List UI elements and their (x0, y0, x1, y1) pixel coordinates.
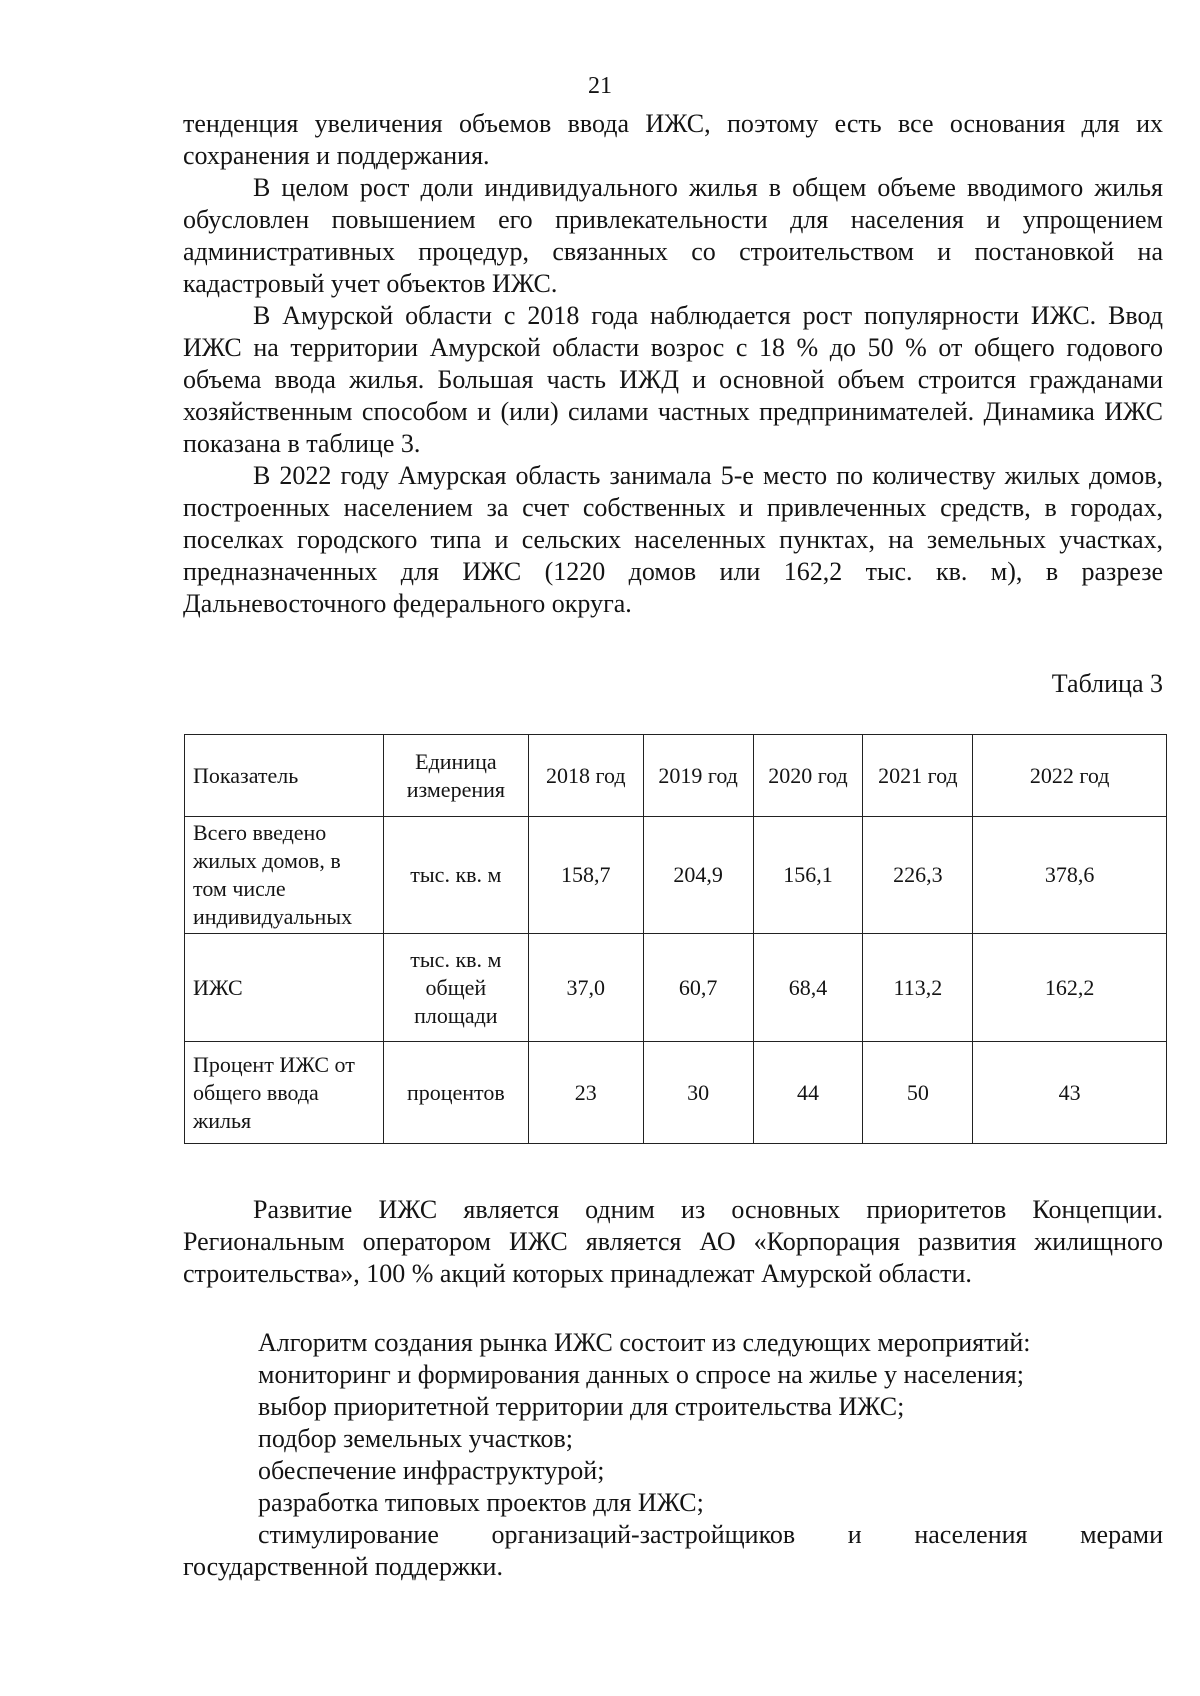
row-label-total: Всего введено жилых домов, в том числе индивидуальных (185, 817, 384, 934)
list-item: разработка типовых проектов для ИЖС; (258, 1488, 704, 1517)
header-indicator: Показатель (185, 735, 384, 817)
cell-value: 37,0 (528, 934, 643, 1042)
header-year-2020: 2020 год (753, 735, 863, 817)
table-row (185, 817, 1167, 934)
header-year-2021: 2021 год (863, 735, 973, 817)
list-item: выбор приоритетной территории для строительства ИЖС; (258, 1392, 905, 1421)
table-row (185, 1042, 1167, 1144)
list-item: мониторинг и формирования данных о спросе на жилье у населения; (258, 1360, 1024, 1389)
cell-value: 43 (973, 1042, 1167, 1144)
cell-value: 50 (863, 1042, 973, 1144)
paragraph-continuation: тенденция увеличения объемов ввода ИЖС, поэтому есть все основания для их сохранения и поддержания. (183, 109, 1163, 170)
cell-value: 156,1 (753, 817, 863, 934)
izhs-dynamics-table (184, 734, 1167, 1144)
cell-value: 204,9 (643, 817, 753, 934)
cell-value: 23 (528, 1042, 643, 1144)
text-block-bottom (183, 1194, 1163, 1290)
header-year-2019: 2019 год (643, 735, 753, 817)
header-year-2018: 2018 год (528, 735, 643, 817)
cell-unit: тыс. кв. м (383, 817, 528, 934)
paragraph-priority: Развитие ИЖС является одним из основных приоритетов Концепции. Региональным оператором ИЖС является АО «Корпорация развития жилищного строительства», 100 % акций которых принадлежат Амурской области. (183, 1195, 1163, 1288)
cell-value: 113,2 (863, 934, 973, 1042)
row-label-percent: Процент ИЖС от общего ввода жилья (185, 1042, 384, 1144)
row-label-izhs: ИЖС (185, 934, 384, 1042)
list-item: стимулирование организаций-застройщиков и населения мерами государственной поддержки. (183, 1520, 1163, 1581)
paragraph-2022-ranking: В 2022 году Амурская область занимала 5-е место по количеству жилых домов, построенных населением за счет собственных и привлеченных средств, в городах, поселках городского типа и сельских населенных пунктах, на земельных участках, предназначенных для ИЖС (1220 домов или 162,2 тыс. кв. м), в разрезе Дальневосточного федерального округа. (183, 461, 1163, 618)
cell-value: 60,7 (643, 934, 753, 1042)
header-year-2022: 2022 год (973, 735, 1167, 817)
table-caption: Таблица 3 (1051, 669, 1163, 698)
cell-value: 30 (643, 1042, 753, 1144)
header-unit: Единица измерения (383, 735, 528, 817)
list-intro: Алгоритм создания рынка ИЖС состоит из следующих мероприятий: (258, 1328, 1031, 1357)
table-row (185, 934, 1167, 1042)
list-item: обеспечение инфраструктурой; (258, 1456, 605, 1485)
cell-value: 68,4 (753, 934, 863, 1042)
list-item: подбор земельных участков; (258, 1424, 573, 1453)
cell-value: 226,3 (863, 817, 973, 934)
cell-unit: тыс. кв. м общей площади (383, 934, 528, 1042)
cell-value: 44 (753, 1042, 863, 1144)
cell-unit: процентов (383, 1042, 528, 1144)
text-block-top (183, 108, 1163, 620)
paragraph-growth-share: В целом рост доли индивидуального жилья в общем объеме вводимого жилья обусловлен повышением его привлекательности для населения и упрощением административных процедур, связанных со строительством и постановкой на кадастровый учет объектов ИЖС. (183, 173, 1163, 298)
cell-value: 158,7 (528, 817, 643, 934)
cell-value: 378,6 (973, 817, 1167, 934)
paragraph-amur-popularity: В Амурской области с 2018 года наблюдается рост популярности ИЖС. Ввод ИЖС на территории Амурской области возрос с 18 % до 50 % от общего годового объема ввода жилья. Большая часть ИЖД и основной объем строится гражданами хозяйственным способом и (или) силами частных предпринимателей. Динамика ИЖС показана в таблице 3. (183, 301, 1163, 458)
table-header-row (185, 735, 1167, 817)
algorithm-list (183, 1327, 1163, 1583)
cell-value: 162,2 (973, 934, 1167, 1042)
page-number: 21 (588, 73, 612, 99)
